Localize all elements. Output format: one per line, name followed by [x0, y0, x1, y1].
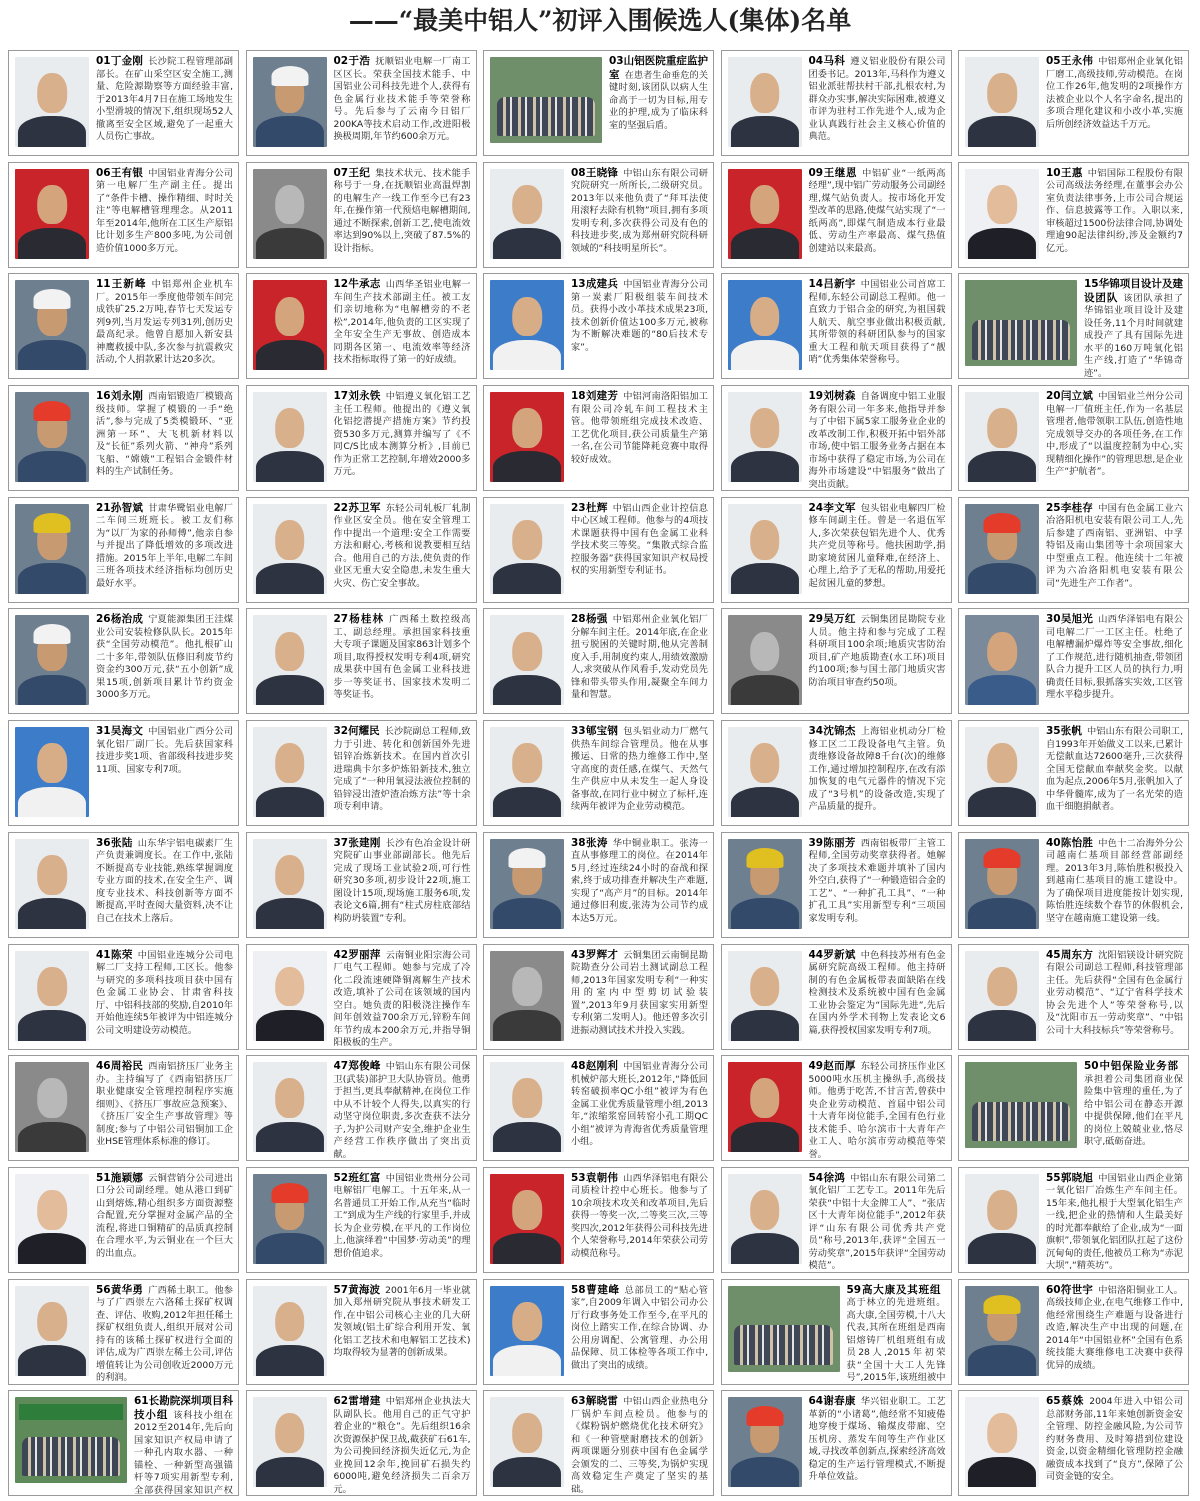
- candidate-card: [246, 1167, 477, 1273]
- candidate-description: 自备调度中铝工业服务有限公司一年多来,他指导并参与了中铝下属5家工服务业企业的改革改制工作,积极开拓中铝外部市场,使中铝工服务业务占据在本市场中获得了稳定市场,为公司在海外市场建设“中铝服务”做出了突出贡献。: [808, 391, 946, 490]
- candidate-description: 云铜集团昆勘院专业人员。他主持和参与完成了工程科研项目100余项;地质灾害防治项目,矿产地质勘查(水工环)项目约100项;参与国土部门地质灾害防治项目审查约50项。: [808, 614, 946, 688]
- candidate-description: 中色科技苏州有色金属研究院高级工程师。他主持研制的有色金属板带表面缺陷在线检测技术及系统被中国有色金属工业协会鉴定为“国际先进”,先后在国内外学术刊物上发表论文6篇,获得授权国家发明专利7项。: [808, 949, 946, 1036]
- portrait-photo: [15, 839, 89, 929]
- portrait-photo: [253, 169, 327, 259]
- candidate-grid: [8, 50, 1193, 1497]
- candidate-card: [8, 1279, 239, 1385]
- candidate-description: 中国铝业连城分公司电解二厂支持工程师,工区长。他参与研究的多项科技项目获中国有色金属工业协会、甘肃省科技厅、中铝科技部的奖励,自2010年开始他连续5年被评为中铝连城分公司文明建设劳动模范。: [96, 949, 233, 1036]
- candidate-description: 中国铝业青海分公司第一炭素厂阳极组装车间技术员。获得小改小革技术成果23项,技术创新价值达100多万元,被称为不断解决难题的“80后技术专家”。: [571, 279, 708, 353]
- candidate-card: [483, 944, 714, 1050]
- candidate-name: 10王惠: [1046, 166, 1083, 179]
- candidate-card: [958, 497, 1189, 603]
- candidate-name: 55郭晓旭: [1046, 1171, 1094, 1184]
- portrait-photo: [490, 169, 564, 259]
- candidate-name: 09王继恩: [808, 166, 858, 179]
- candidate-name: 35张帆: [1046, 725, 1082, 738]
- candidate-card: [8, 832, 239, 938]
- candidate-description: 山东华宇铝电碳素厂生产负责兼调度长。在工作中,张陆不断提高专业技能,熟练掌握调度专业方面的技术,在安全生产、调度专业技术、科技创新等方面不断提高,平时查阅大量资料,决不让自己在技术上落后。: [96, 837, 233, 924]
- portrait-photo: [253, 1062, 327, 1152]
- candidate-description: 总部员工的“贴心管家”,自2009年调入中铝公司办公厅行政事务处工作至今,在平凡的岗位上踏实工作,在综合协调、办公用房调配、公寓管理、办公用品保障、员工体检等各项工作中,做出了突出的成绩。: [571, 1284, 708, 1371]
- candidate-name: 51施颖娜: [96, 1171, 144, 1184]
- candidate-name: 30吴旭光: [1046, 613, 1094, 626]
- candidate-card: [958, 832, 1189, 938]
- candidate-description: 云铜营销分公司进出口分公司副经理。她从港口到矿山到熔炼,精心组织多方面资源整合配置,充分掌握对金属产品的全流程,将进口铜精矿的品质真控制在合理水平,为云铜业在一个巨大的出血点。: [96, 1172, 233, 1259]
- candidate-card: [483, 497, 714, 603]
- portrait-photo: [253, 1174, 327, 1264]
- candidate-name: 08王晓锋: [571, 166, 619, 179]
- candidate-description: 中国铝业青海分公司第一电解厂生产副主任。提出了“条件卡槽、操作精细、时时关注”等电解槽管理理念。从2011年至2014年,他所在工区生产原铝比计划多生产800多吨,为公司创造价值1000多万元。: [96, 167, 233, 254]
- candidate-card: [958, 1390, 1189, 1496]
- candidate-card: [8, 273, 239, 379]
- candidate-description: 西南铝挤压厂业务主办。主持编写了《西南铝挤压厂职业健康安全管理控制程序实施细则》、《挤压厂事故应急预案》、《挤压厂安全生产事故管理》等制度;参与了中铝公司铝铜加工企业HSE管理体系标准的修订。: [96, 1061, 233, 1148]
- portrait-photo: [728, 57, 802, 147]
- candidate-name: 05王永伟: [1046, 55, 1094, 67]
- candidate-description: 中铝山东有限公司保卫(武装)部护卫大队协管员。他勇于担当,更具奉献精神,在岗位工作中从不计较个人得失,以真实的行动坚守岗位职责,多次查获不法分子,为护公司财产安全,维护企业生产经营工作秩序做出了突出贡献。: [333, 1061, 471, 1160]
- candidate-card: [958, 608, 1189, 714]
- candidate-card: [246, 385, 477, 491]
- candidate-description: 中铝山东有限公司第二氧化铝厂工艺专工。2011年先后荣获“中铝十大金牌工人”、“张店区十大青年岗位能手”,2012年获评“山东有限公司优秀共产党员”称号,2013年,获评“全国五一劳动奖章”,2015年获评“全国劳动模范”。: [808, 1172, 946, 1272]
- candidate-name: 14吕新宇: [808, 278, 856, 291]
- candidate-card: [721, 1279, 952, 1385]
- candidate-name: 23杜辉: [571, 501, 608, 514]
- candidate-name: 25李桂存: [1046, 501, 1094, 514]
- candidate-description: 云南铜业阳宗海公司厂电气工程师。她参与完成了冷化二段流速硬降铜离解生产技术改造,填补了公司在该领域的国内空白。她负责的阳极浇注操作车间年创效益700余万元,锌粉车间年节约成本200余万元,并指导铜阳极板的生产。: [333, 949, 471, 1048]
- group-photo: [15, 1397, 127, 1483]
- group-photo: [965, 280, 1077, 366]
- candidate-description: 中国有色金属工业六冶洛阳机电安装有限公司工人,先后参建了西南铝、亚洲铝、中孚特铝及南山集团等十余项国家大中型重点工程。他连续十二年被评为六冶洛阳机电安装有限公司“先进生产工作者”。: [1046, 502, 1183, 589]
- candidate-card: [483, 50, 714, 156]
- portrait-photo: [490, 839, 564, 929]
- candidate-name: 43罗辉才: [571, 948, 619, 961]
- candidate-description: 广西稀土职工。他参与了广西崇左六洛稀土探矿权调查、评估、收购,2012年担任稀土探矿权组负责人,组织开展对公司持有的该稀土探矿权进行全面的评估,成为广西崇左稀土公司,评估增值转让为公司创收近2000万元的利润。: [96, 1284, 233, 1384]
- candidate-card: [721, 720, 952, 826]
- candidate-name: 38张涛: [571, 836, 608, 849]
- portrait-photo: [490, 392, 564, 482]
- portrait-photo: [490, 1286, 564, 1376]
- candidate-card: [958, 385, 1189, 491]
- candidate-card: [8, 385, 239, 491]
- portrait-photo: [728, 1397, 802, 1487]
- candidate-description: 华中铜业职工。张涛一直从事修理工的岗位。在2014年5月,经过连续24小时的奋战和探索,终于成功排查并解决生产难题,实现了“高产月”的目标。2014年通过修旧利废,张涛为公司节约成本达5万元。: [571, 837, 708, 924]
- candidate-name: 13成建兵: [571, 278, 619, 291]
- group-photo: [965, 1062, 1077, 1148]
- candidate-description: 广西稀土数控级高工、副总经理。承担国家科技重大专项子课题及国家863计划多个项目,取得授权发明专利4项,研究成果获中国有色金属工业科技进步一等奖证书、国家技术发明二等奖证书。: [333, 614, 471, 701]
- candidate-description: 中色十二冶海外分公司越南仁基项目部经营部副经理。2013年3月,陈怡胜积极投入到越南仁基项目的施工建设中。为了确保项目进度能按计划实现,陈怡胜连续数个春节的休假机会,坚守在越南施工建设第一线。: [1046, 837, 1183, 924]
- candidate-description: 包头铝业动力厂燃气供热车间综合管理员。他在从事搬运、日常的热力维修工作中,坚守高度的责任感,在煤气、天然气生产供应中从未发生一起人身设备事故,在同行业中树立了标杆,连续两年被评为企业劳动模范。: [571, 726, 708, 813]
- candidate-description: 中铝山东有限公司研究院研究一所所长,二级研究员。2013年以来他负责了“拜耳法使用滚籽去除有机物”项目,拥有多项发明专利,多次获得公司及有色的科技进步奖,成为郑州研究院科研领域的“科技明星所长”。: [571, 167, 708, 254]
- candidate-name: 03山铝医院重症监护室: [609, 55, 708, 81]
- portrait-photo: [15, 727, 89, 817]
- portrait-photo: [965, 169, 1039, 259]
- portrait-photo: [965, 839, 1039, 929]
- candidate-description: 高于林立的先进班组。高大康,全国劳模,十八大代表,其所在班组是西南铝熔铸厂机组班组有成员28人,2015年初荣获“全国十大工人先锋号”,2015年,该班组被中: [846, 1297, 946, 1384]
- candidate-description: 中铝国际工程股份有限公司高级法务经理,在董事会办公室负责法律事务,上市公司合规运作、信息披露等工作。入职以来,审核超过1500份法律合同,协调处理逾90起法律纠纷,涉及金额约7亿元。: [1046, 167, 1183, 254]
- candidate-description: 该团队承担了华锦铝业项目设计及建设任务,11个月时间就建成投产了具有国际先进水平的160万吨氧化铝生产线,打造了“华锦奇迹”。: [1084, 292, 1183, 379]
- candidate-name: 11王新峰: [96, 278, 147, 291]
- portrait-photo: [253, 504, 327, 594]
- candidate-description: 在患者生命垂危的关键时刻,该团队以病人生命高于一切为目标,用专业的护理,成为了临床科室的坚强后盾。: [609, 69, 709, 131]
- candidate-card: [721, 162, 952, 268]
- candidate-name: 19刘树森: [808, 390, 856, 403]
- candidate-card: [483, 1279, 714, 1385]
- portrait-photo: [253, 57, 327, 147]
- portrait-photo: [490, 1174, 564, 1264]
- candidate-name: 61长勘院深圳项目科技小组: [134, 1395, 233, 1421]
- candidate-description: 中铝洛阳铜业工人。高级技师企业,在电气维修工作中,他经常围绕生产难题与设备进行改造,解决生产中出现的问题,在2014年“中国铝业杯”全国有色系统技能大赛维修电工决赛中获得优异的成绩。: [1046, 1284, 1183, 1371]
- candidate-name: 12牛承志: [333, 278, 381, 291]
- candidate-name: 27杨桂林: [333, 613, 385, 626]
- candidate-description: 承担着公司集团商业保险集中管理的重任,为了给中铝公司在静态开源中提供保障,他们在平凡的岗位上兢兢业业,恪尽职守,砥砺奋进。: [1084, 1073, 1183, 1148]
- candidate-description: 长沙院副总工程师,致力于引进、转化和创新国外先进铝锌冶炼新技术。在国内首次引进瑞典卡尔多炉炼铅新技术,独立完成了“一种用氧浸法液位控制的铅锌浸出渣炉渣冶炼方法”等十余项专利申请。: [333, 726, 471, 813]
- candidate-description: 中铝山西企业计控信息中心区域工程师。他参与的4项技术课题获得中国有色金属工业科学技术奖三等奖。“集散式综合监控服务器”获得国家知识产权局授权的实用新型专利证书。: [571, 502, 708, 577]
- portrait-photo: [15, 392, 89, 482]
- page-title: ——“最美中铝人”初评入围候选人(集体)名单: [348, 6, 852, 35]
- candidate-description: 包头铝业电解四厂检修车间副主任。曾是一名退伍军人,多次荣获包铝先进个人、优秀共产党员等称号。他扶困助学,捐助家境贫困儿童释难,在经济上、心理上,给予了无私的帮助,用爱托起贫困儿童的梦想。: [808, 502, 946, 589]
- candidate-description: 中铝山西企业热电分厂锅炉车间点检员。他参与的《煤粉锅炉燃烧优化技术研究》和《一种管壁耐磨技术的创新》两项课题分别获中国有色金属学会颁发的二、三等奖,为锅炉实现高效稳定生产奠定了坚实的基础。: [571, 1396, 708, 1495]
- portrait-photo: [965, 615, 1039, 705]
- portrait-photo: [965, 1174, 1039, 1264]
- portrait-photo: [965, 1397, 1039, 1487]
- candidate-name: 01丁金刚: [96, 55, 144, 67]
- candidate-description: 2001年6月一毕业就加入郑州研究院从事技术研发工作,在中铝公司核心主业的几大研发领域(铝土矿综合利用开发、氧化铝工艺技术和电解铝工艺技术)均取得较为显著的创新成果。: [333, 1284, 471, 1359]
- portrait-photo: [728, 504, 802, 594]
- candidate-card: [958, 1055, 1189, 1161]
- candidate-name: 28杨强: [571, 613, 608, 626]
- portrait-photo: [15, 57, 89, 147]
- candidate-card: [958, 944, 1189, 1050]
- portrait-photo: [728, 169, 802, 259]
- candidate-name: 40陈怡胜: [1046, 836, 1094, 849]
- candidate-description: 中铝矿业“一纸两高经理”,现中铝广劳动服务公司副经理,煤气站负责人。按市场化开发型改革的思路,使煤气站实现了“一纸两高”,即煤气制造成本行业最低、劳动生产率最高、煤气热值创建站以来最高。: [808, 167, 946, 254]
- candidate-description: 中铝遵义氧化铝工艺主任工程师。他提出的《遵义氧化铝挖潜提产措施方案》节约投资530多万元,测算并编写了《不同C/S比成本测算分析》,目前已作为正常工艺控制,年增效2000多万元。: [333, 391, 471, 478]
- candidate-card: [8, 1055, 239, 1161]
- portrait-photo: [728, 839, 802, 929]
- candidate-card: [483, 832, 714, 938]
- portrait-photo: [15, 1062, 89, 1152]
- candidate-description: 中铝郑州企业机车厂。2015年一季度他带领车间完成铁矿25.2万吨,春节七天发运专列9列,当月发运专列31列,创历史最高纪录。他曾自愿加入新安县神鹰救援中队,多次参与抗震救灾活动,个人捐款累计达20多次。: [96, 279, 233, 366]
- candidate-card: [721, 1167, 952, 1273]
- candidate-name: 41陈荣: [96, 948, 133, 961]
- candidate-description: 山西华泽铝电有限公司质检计控中心班长。他参与了10余项技术攻关和改革项目,先后获得一等奖一次,二等奖三次,三等奖四次,2012年获得公司科技先进个人荣誉称号,2014年荣获公司劳动模范称号。: [571, 1172, 708, 1259]
- candidate-card: [246, 608, 477, 714]
- candidate-card: [721, 50, 952, 156]
- candidate-name: 52班红富: [333, 1171, 381, 1184]
- portrait-photo: [965, 392, 1039, 482]
- candidate-description: 中国铝业贵州分公司电解铝厂电解工。十五年来,从一名普通员工开始工作,从充当“临时工”到成为生产线的行家里手,并成长为企业劳模,在平凡的工作岗位上,他演绎着“中国梦·劳动美”的理想价值追求。: [333, 1172, 471, 1259]
- portrait-photo: [490, 1397, 564, 1487]
- candidate-name: 44罗新斌: [808, 948, 856, 961]
- portrait-photo: [15, 1174, 89, 1264]
- candidate-name: 22苏卫军: [333, 501, 381, 514]
- candidate-card: [8, 50, 239, 156]
- group-photo: [490, 57, 602, 143]
- candidate-card: [8, 720, 239, 826]
- candidate-name: 47郑俊峰: [333, 1060, 381, 1073]
- candidate-name: 48赵刚利: [571, 1060, 619, 1073]
- candidate-card: [721, 273, 952, 379]
- portrait-photo: [490, 615, 564, 705]
- candidate-description: 长沙有色冶金设计研究院矿山事业部副部长。他先后完成了现场工业试验2项,可行性研究30多项,初步设计22项,施工图设计15项,现场施工服务6项,发表论文6篇,拥有“柱式房柱底部结构防坍装置”专利。: [333, 837, 471, 924]
- candidate-card: [8, 944, 239, 1050]
- candidate-description: 中国铝业兰州分公司电解一厂值班主任,作为一名基层管理者,他带领职工队伍,创造性地完成领导交办的各项任务,在工作中,形成了“以温度控制为中心,实现精细化操作”的管理思想,是企业生产“护航者”。: [1046, 391, 1183, 478]
- group-photo: [728, 1286, 840, 1372]
- portrait-photo: [965, 1286, 1039, 1376]
- candidate-card: [246, 497, 477, 603]
- candidate-name: 32何耀民: [333, 725, 380, 738]
- portrait-photo: [490, 727, 564, 817]
- candidate-description: 上海铝业机动分厂检修工区二工段设备电气主管。负责维修设备故障8千台(次)的维修工作,通过增加控制程序,在改有添加恢复的电气元器件的情况下完成了“3号机”的设备改造,实现了产品质量的提升。: [808, 726, 946, 813]
- candidate-card: [721, 1390, 952, 1496]
- candidate-card: [721, 497, 952, 603]
- candidate-name: 20闫立斌: [1046, 390, 1094, 403]
- candidate-description: 抚顺铝业电解一厂南工区区长。荣获全国技术能手、中国铝业公司科技先进个人,获得有色金属行业技术能手等荣誉称号。先后参与了云南今日铝厂200KA等技术启动工作,改进阳极换极周期,年节约600余万元。: [333, 56, 471, 142]
- candidate-card: [958, 273, 1189, 379]
- candidate-card: [721, 1055, 952, 1161]
- candidate-card: [8, 497, 239, 603]
- candidate-description: 长沙院工程管理部副部长。在矿山采空区安全施工,测量、危险源勘察等方面经验丰富,于2013年4月7日在施工场地发生小型滑坡的情况下,组织现场52人撤离至安全区域,避免了一起重大人员伤亡事故。: [96, 56, 233, 142]
- candidate-description: 西南铝锻造厂模锻高级技师。掌握了模锻的一手“绝活”,参与完成了5类模锻环、“亚洲第一环”、大飞机新材料以及“长征”系列火箭、“神舟”系列飞船、“嫦娥”工程铝合金锻件材料的生产试制任务。: [96, 391, 233, 478]
- candidate-name: 36张陆: [96, 836, 133, 849]
- candidate-description: 沈阳铝镁设计研究院有限公司副总工程师,科技管理部主任。先后获得“全国有色金属行业劳动模范”、“辽宁省科学技术协会先进个人”等荣誉称号,以及“沈阳市五一劳动奖章”、“中铝公司十大科技标兵”等荣誉称号。: [1046, 949, 1183, 1036]
- candidate-description: 2004年进入中铝公司总部财务部,11年来她创新资金安全管理、防控金融风险,为公司节约财务费用、及时筹措到位建设资金,以资金精细化管理防控金融融资成本找到了“良方”,保障了公司资金链的安全。: [1046, 1396, 1183, 1483]
- candidate-name: 31吴海文: [96, 725, 144, 738]
- portrait-photo: [728, 392, 802, 482]
- candidate-description: 遵义铝业股份有限公司团委书记。2013年,马科作为遵义铝业派驻帮扶村干部,扎根农村,为群众办实事,解决实际困难,被遵义市评为驻村工作先进个人,成为企业认真践行社会主义核心价值的典范。: [808, 56, 946, 142]
- candidate-description: 宁夏能源集团王洼煤业公司安装检修队队长。2015年获“全国劳动模范”。他扎根矿山二十多年,带领队伍修旧利废节约资金约300万元,获“五小创新”成果15项,创新项目累计节约资金3000多万元。: [96, 614, 233, 701]
- portrait-photo: [490, 951, 564, 1041]
- candidate-card: [246, 1279, 477, 1385]
- candidate-card: [483, 273, 714, 379]
- candidate-name: 65蔡姝: [1046, 1395, 1085, 1408]
- portrait-photo: [15, 504, 89, 594]
- candidate-description: 中铝郑州企业氧化铝厂磨工,高级技师,劳动模范。在岗位工作26年,他发明的2项操作方法被企业以个人名字命名,提出的多项合理化建议和小改小革,实施后所创经济效益达千万元。: [1046, 56, 1183, 130]
- candidate-description: 中铝郑州企业氧化铝厂分解车间主任。2014年底,在企业扭亏脱困的关键时期,他从完善制度入手,用制度约束人,用绩效激励人,求突破从作风看手,发动党员先锋和带头带头作用,凝聚全车间力量和智慧。: [571, 614, 708, 701]
- candidate-card: [246, 944, 477, 1050]
- portrait-photo: [490, 280, 564, 370]
- portrait-photo: [15, 169, 89, 259]
- candidate-description: 甘肃华鹭铝业电解厂二车间三班班长。被工友们称为“以厂为家的孙师傅”,他亲自参与并提出了降低增效的多项改进措施。2015年上半年,电解二车间三班各项技术经济指标均创历史最好水平。: [96, 502, 233, 589]
- candidate-card: [246, 162, 477, 268]
- candidate-name: 62雷增建: [333, 1395, 381, 1408]
- candidate-description: 西南铝板带厂主管工程师,全国劳动奖章获得者。她解决了多项技术难题并填补了国内外空白,获得了“一种锻造铝合金的工艺”、“一种扩孔工具”、“一种扩孔工具”实用新型专利“三项国家发明专利。: [808, 837, 946, 924]
- portrait-photo: [253, 727, 327, 817]
- portrait-photo: [253, 839, 327, 929]
- candidate-name: 21孙智斌: [96, 501, 144, 514]
- candidate-name: 37张建刚: [333, 836, 381, 849]
- candidate-description: 东轻公司挤压作业区5000吨水压机主操纵手,高级技师。他勇于吃苦,不甘言苦,曾获中央企业劳动模范、首届中铝公司十大青年岗位能手,全国有色行业技术能手、哈尔滨市十大青年产业工人、哈尔滨市劳动模范等荣誉。: [808, 1061, 946, 1160]
- portrait-photo: [965, 727, 1039, 817]
- candidate-card: [483, 608, 714, 714]
- candidate-card: [8, 1390, 239, 1496]
- portrait-photo: [728, 280, 802, 370]
- candidate-description: 中铝山东有限公司职工,自1993年开始做义工以来,已累计无偿献血达72600毫升,三次获得全国无偿献血奉献奖金奖。以献血为起点,2006年5月,张帆加入了中华骨髓库,成为了一名光荣的造血干细胞捐献者。: [1046, 726, 1183, 813]
- portrait-photo: [253, 1397, 327, 1487]
- candidate-card: [721, 608, 952, 714]
- candidate-name: 24李文军: [808, 501, 856, 514]
- candidate-card: [246, 832, 477, 938]
- portrait-photo: [15, 951, 89, 1041]
- candidate-card: [246, 720, 477, 826]
- portrait-photo: [15, 280, 89, 370]
- candidate-card: [246, 1390, 477, 1496]
- candidate-card: [958, 1167, 1189, 1273]
- candidate-name: 07王纪: [333, 166, 371, 179]
- candidate-description: 云铜集团云南铜昆勘院勘查分公司岩土测试副总工程师,2013年国家发明专利“一种实用的室内中型剪切试验装置”,2013年9月获国家实用新型专利(第二发明人)。他还曾多次引进振动测试技术并投入实践。: [571, 949, 708, 1036]
- candidate-name: 54徐鸿: [808, 1171, 846, 1184]
- candidate-card: [958, 50, 1189, 156]
- candidate-name: 34沈锦杰: [808, 725, 856, 738]
- candidate-description: 中国铝业公司首席工程师,东轻公司副总工程师。他一直致力于铝合金的研究,为祖国载人航天、航空事业做出积极贡献,其所带领的科研团队参与的国家重大工程和航天项目获得了“靓哨”优秀集体荣誉称号。: [808, 279, 946, 366]
- candidate-name: 60符世宇: [1046, 1283, 1094, 1296]
- candidate-card: [483, 1167, 714, 1273]
- candidate-card: [483, 1390, 714, 1496]
- candidate-description: 山西华圣铝业电解一车间生产技术部副主任。被工友们亲切地称为“电解槽旁的不老松”,2014年,他负责的工区实现了全年安全生产无事故、创造成本同期各区第一、电流效率等经济技术指标取得了第一的好成绩。: [333, 279, 471, 366]
- candidate-description: 集技术状元、技术能手称号于一身,在抚顺铝业高温焊割的电解生产一线工作至今已有23年,在操作第一代预焙电解槽期间,通过不断探索,创新工艺,使电流效率达到90%以上,突破了87.5%的设计指标。: [333, 167, 471, 254]
- candidate-name: 26杨治成: [96, 613, 144, 626]
- candidate-description: 山西华泽铝电有限公司电解二厂一工区主任。杜绝了电解槽漏炉爆炸等安全事故,细化了工作规范,进行随机抽查,带领团队合力提升工区人员的执行力,明确责任目标,狠抓落实实效,工区管理水平稳步提升。: [1046, 614, 1183, 701]
- candidate-card: [246, 50, 477, 156]
- portrait-photo: [490, 1062, 564, 1152]
- candidate-description: 中铝河南洛阳铝加工有限公司冷轧车间工程技术主管。他带领班组完成技术改造、工艺优化项目,获公司质量生产第一名,在公司节能降耗竞赛中取得较好成效。: [571, 391, 708, 465]
- candidate-name: 50中铝保险业务部: [1084, 1060, 1178, 1073]
- candidate-description: 该科技小组在2012至2014年,先后向国家知识产权局申请了一种孔内取水器、一种锚栓、一种新型高强锚杆等7项实用新型专利,全部获得国家知识产权: [134, 1409, 233, 1496]
- candidate-description: 中国铝业山西企业第一氧化铝厂冶炼生产车间主任。15年来,他扎根于大型氧化铝生产一线,把企业的热情和人生最美好的时光都奉献给了企业,成为“一面旗帜”,带领氧化铝团队扛起了这份沉甸甸的责任,他被员工称为“赤泥大坝”,“精英坊”。: [1046, 1172, 1183, 1272]
- portrait-photo: [728, 727, 802, 817]
- candidate-card: [958, 1279, 1189, 1385]
- portrait-photo: [253, 615, 327, 705]
- portrait-photo: [253, 951, 327, 1041]
- candidate-name: 17刘永铁: [333, 390, 381, 403]
- candidate-card: [8, 1167, 239, 1273]
- candidate-name: 15华锦项目设计及建设团队: [1084, 278, 1183, 304]
- portrait-photo: [253, 1286, 327, 1376]
- portrait-photo: [15, 615, 89, 705]
- candidate-name: 63解晓雷: [571, 1395, 619, 1408]
- candidate-card: [8, 162, 239, 268]
- candidate-card: [8, 608, 239, 714]
- candidate-name: 45周东方: [1046, 948, 1094, 961]
- candidate-card: [483, 385, 714, 491]
- candidate-name: 18刘建芳: [571, 390, 619, 403]
- candidate-name: 49赵而厚: [808, 1060, 856, 1073]
- candidate-name: 16刘永刚: [96, 390, 144, 403]
- portrait-photo: [965, 504, 1039, 594]
- candidate-card: [958, 720, 1189, 826]
- candidate-name: 64谢春康: [808, 1395, 856, 1408]
- portrait-photo: [15, 1286, 89, 1376]
- candidate-card: [483, 720, 714, 826]
- candidate-description: 中国铝业广西分公司氧化铝厂副厂长。先后获国家科技进步奖1项、省部级科技进步奖11项、国家专利7项。: [96, 726, 233, 775]
- candidate-description: 东轻公司轧板厂轧制作业区安全员。他在安全管理工作中提出一个道理:安全工作需要方法和耐心,考核和说教要相互结合。他用自己的方法,使负责的作业区无重大安全隐患,未发生重大火灾、伤亡安全事故。: [333, 502, 471, 589]
- candidate-name: 53袁朝伟: [571, 1171, 619, 1184]
- portrait-photo: [490, 504, 564, 594]
- candidate-card: [721, 385, 952, 491]
- candidate-name: 59高大康及其班组: [846, 1283, 941, 1296]
- candidate-name: 39陈丽芳: [808, 836, 856, 849]
- candidate-name: 02于浩: [333, 55, 371, 67]
- candidate-card: [721, 944, 952, 1050]
- portrait-photo: [728, 1174, 802, 1264]
- candidate-card: [246, 1055, 477, 1161]
- candidate-name: 42罗丽萍: [333, 948, 381, 961]
- candidate-name: 57黄海波: [333, 1283, 381, 1296]
- candidate-card: [958, 162, 1189, 268]
- candidate-card: [721, 832, 952, 938]
- portrait-photo: [965, 57, 1039, 147]
- candidate-card: [483, 162, 714, 268]
- candidate-name: 56黄华勇: [96, 1283, 144, 1296]
- candidate-card: [483, 1055, 714, 1161]
- candidate-name: 33郇宝钢: [571, 725, 619, 738]
- portrait-photo: [728, 615, 802, 705]
- portrait-photo: [728, 1062, 802, 1152]
- portrait-photo: [253, 280, 327, 370]
- candidate-name: 46周裕民: [96, 1060, 144, 1073]
- candidate-name: 29吴万红: [808, 613, 856, 626]
- portrait-photo: [728, 951, 802, 1041]
- candidate-name: 06王有银: [96, 166, 144, 179]
- portrait-photo: [253, 392, 327, 482]
- candidate-description: 中铝郑州企业执法大队副队长。他用自己的正气守护着企业的“粮仓”。先后组织16余次资源保护保卫战,截获矿石61车,为公司挽回经济损失近亿元,为企业挽回12余年,挽回矿石损失约6000吨,避免经济损失二百余万元。: [333, 1396, 471, 1495]
- candidate-name: 58曹建峰: [571, 1283, 620, 1296]
- candidate-description: 中国铝业青海分公司机械炉部大班长,2012年,“降低回转窑破损率QC小组”被评为有色金属工业优秀质量管理小组,2013年,“浓缩浆窑回转窑小孔工期QC小组”被评为青海省优秀质量管理小组。: [571, 1061, 708, 1148]
- candidate-card: [246, 273, 477, 379]
- candidate-name: 04马科: [808, 55, 846, 67]
- portrait-photo: [965, 951, 1039, 1041]
- candidate-description: 华兴铝业职工。工艺革新的“小诸葛”,他经常不知疲倦地穿梭于煤场、输煤皮带廊、空压机房、蒸发车间等生产作业区域,寻找改革创新点,探索经济高效稳定的生产运行管理模式,不断提升单位效益。: [808, 1396, 946, 1483]
